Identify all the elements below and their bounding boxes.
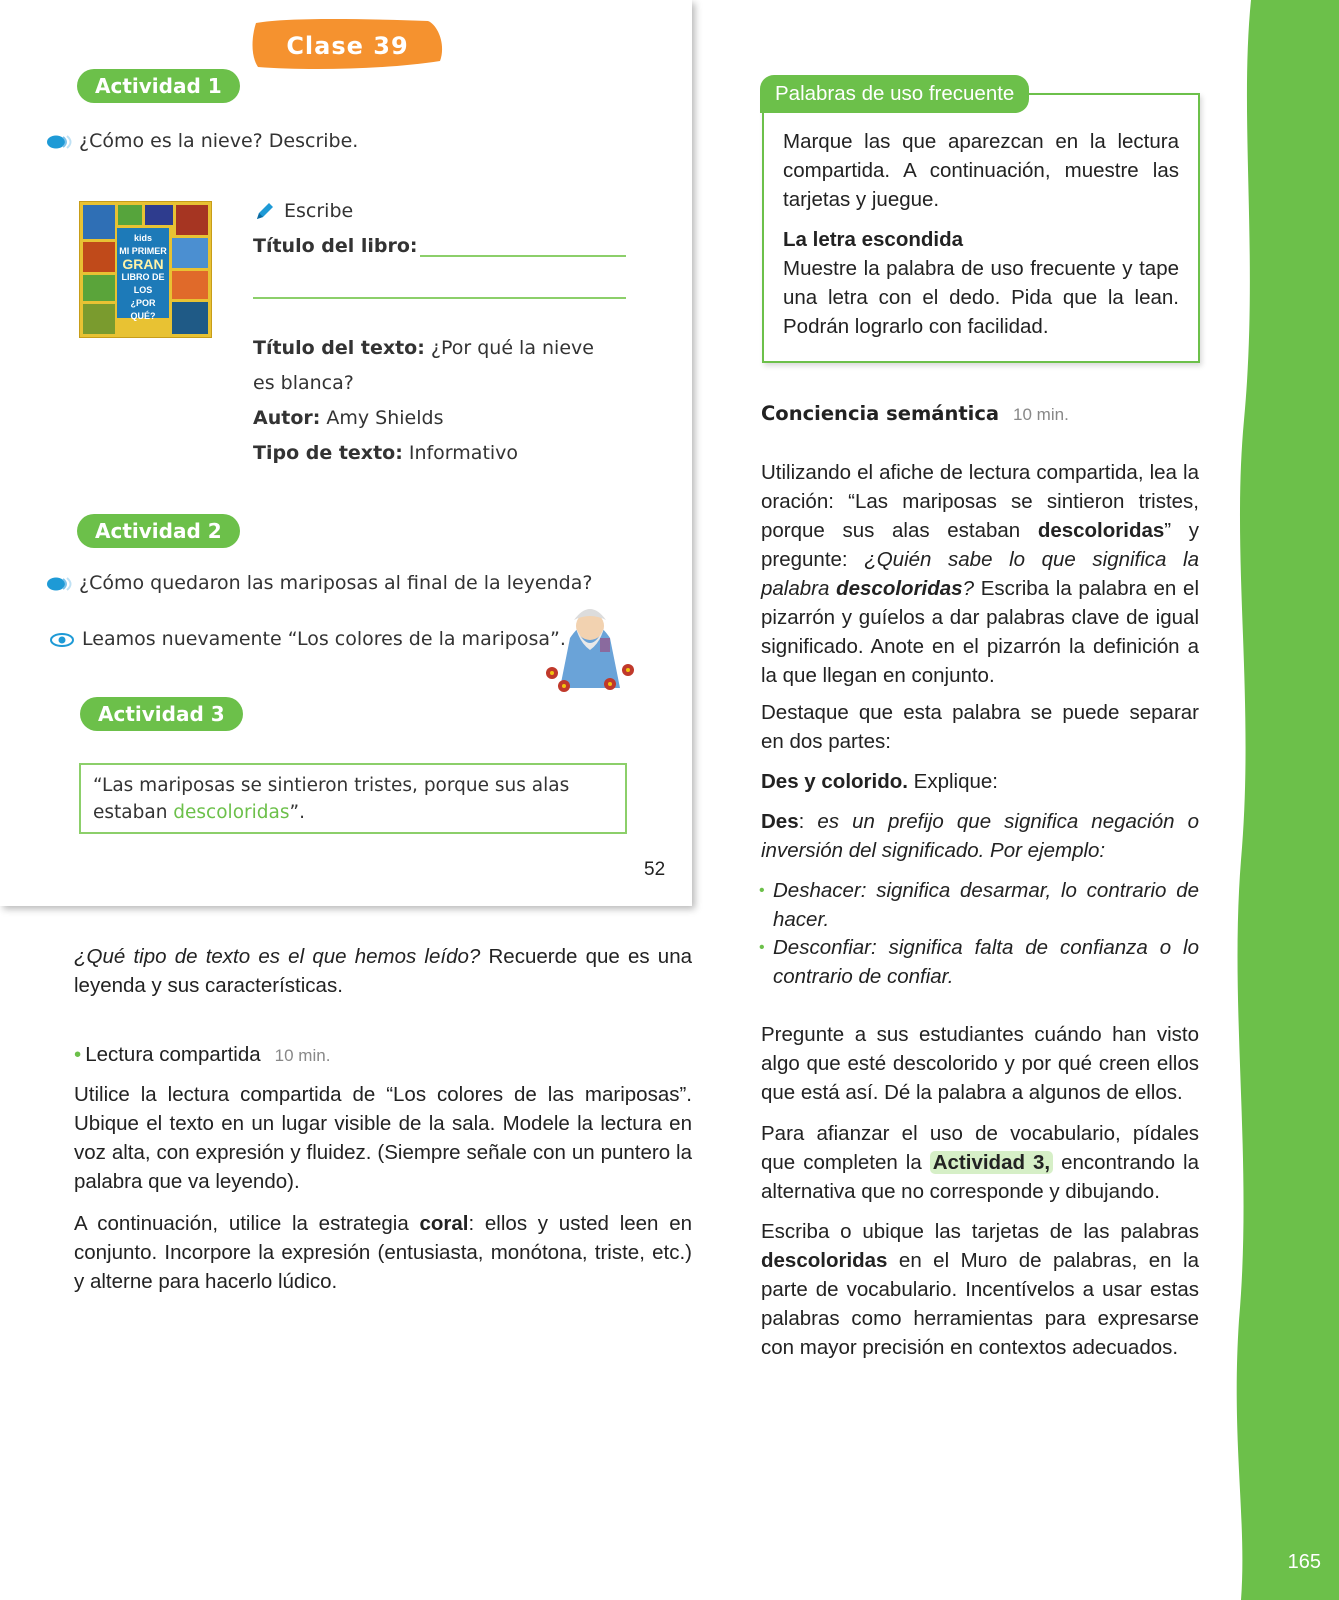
tipo-label: Tipo de texto: bbox=[253, 442, 403, 464]
bullet-icon: • bbox=[759, 939, 765, 956]
answer-line-1 bbox=[420, 255, 626, 257]
question-1 bbox=[47, 130, 358, 152]
p1-a: Utilizando el afiche de lectura compartida, lea la oración: “Las mariposas se sintieron tristes, porque sus alas estaban bbox=[761, 461, 1199, 542]
quote-line2-start: estaban bbox=[93, 802, 174, 823]
book-cover-title bbox=[117, 228, 169, 321]
cover-brand: kids bbox=[133, 233, 152, 243]
titulo-texto-label: Título del texto: bbox=[253, 337, 425, 359]
pencil-icon bbox=[254, 200, 276, 222]
escribe-text: Escribe bbox=[284, 200, 354, 222]
semantic-paragraph-1 bbox=[761, 458, 1199, 690]
section-title-text: Conciencia semántica bbox=[761, 402, 1000, 425]
p7-bold: descoloridas bbox=[761, 1249, 888, 1272]
semantic-paragraph-7 bbox=[761, 1217, 1199, 1362]
wizard-illustration bbox=[540, 598, 640, 698]
speech-bubble-icon bbox=[47, 133, 73, 149]
cover-line4: ¿POR QUÉ? bbox=[130, 298, 156, 321]
p4-bold: Des bbox=[761, 810, 799, 833]
freq-paragraph-2: Muestre la palabra de uso frecuente y tape una letra con el dedo. Pida que la lean. Podrán lograrlo con facilidad. bbox=[783, 257, 1179, 338]
lectura-paragraph-2 bbox=[74, 1209, 692, 1296]
semantic-paragraph-4 bbox=[761, 807, 1199, 865]
p3-rest-right: Explique: bbox=[907, 770, 998, 793]
autor-line bbox=[253, 407, 443, 429]
p3-end: : ellos y usted leen en conjunto. Incorpore la expresión (entusiasta, monótona, triste, etc.) y alterne para hacerlo lúdico. bbox=[74, 1212, 692, 1293]
actividad-3-badge: Actividad 3 bbox=[80, 697, 243, 731]
actividad-1-badge: Actividad 1 bbox=[77, 69, 240, 103]
titulo-texto-value2: es blanca? bbox=[253, 372, 354, 394]
p1-italic1: ¿Quién sabe lo que significa la palabra bbox=[761, 548, 1199, 600]
cover-line1: MI PRIMER bbox=[119, 246, 167, 256]
green-side-band bbox=[1229, 0, 1339, 1600]
quote-line1: “Las mariposas se sintieron tristes, porque sus alas bbox=[93, 775, 570, 796]
p1-bold: descoloridas bbox=[1037, 519, 1165, 542]
lectura-title: Lectura compartida bbox=[85, 1043, 261, 1066]
palabras-frecuentes-tab: Palabras de uso frecuente bbox=[760, 75, 1029, 113]
titulo-texto-line1 bbox=[253, 337, 594, 359]
p4-colon: : bbox=[798, 810, 818, 833]
quote-end: ”. bbox=[289, 802, 305, 823]
question-1-text: ¿Cómo es la nieve? Describe. bbox=[79, 130, 359, 152]
actividad-3-highlight: Actividad 3, bbox=[930, 1151, 1053, 1174]
question-2-text: ¿Cómo quedaron las mariposas al final de la leyenda? bbox=[79, 572, 593, 594]
tipo-value: Informativo bbox=[402, 442, 519, 464]
bullet-icon: • bbox=[74, 1043, 82, 1066]
section-min: 10 min. bbox=[1013, 405, 1069, 424]
intro-question: ¿Qué tipo de texto es el que hemos leído? bbox=[74, 945, 481, 968]
p1-b: ” y pregunte: bbox=[761, 519, 1199, 571]
p1-c: Escriba la palabra en el pizarrón y guíelos a dar palabras clave de igual significado. Anote en el pizarrón la definición a la que llegan en conjunto. bbox=[761, 577, 1199, 687]
quote-box bbox=[79, 763, 627, 834]
escribe-instruction bbox=[254, 200, 353, 222]
p1-italic2: ? bbox=[962, 577, 974, 600]
actividad-2-badge: Actividad 2 bbox=[77, 514, 240, 548]
book-page-number: 52 bbox=[644, 859, 666, 880]
lectura-paragraph-1: Utilice la lectura compartida de “Los colores de las mariposas”. Ubique el texto en un lugar visible de la sala. Modele la lectura en voz alta, con expresión y fluidez. (Siempre señale con un puntero la palabra que va leyendo). bbox=[74, 1083, 692, 1193]
p3-start: A continuación, utilice la estrategia bbox=[74, 1212, 420, 1235]
page-number: 165 bbox=[1287, 1551, 1321, 1573]
clase-label bbox=[250, 15, 445, 77]
freq-subtitle: La letra escondida bbox=[783, 228, 964, 251]
question-3-text: Leamos nuevamente “Los colores de la mariposa”. bbox=[82, 628, 566, 650]
titulo-texto-value1: ¿Por qué la nieve bbox=[424, 337, 594, 359]
cover-line3: LIBRO DE LOS bbox=[121, 272, 165, 295]
lectura-min: 10 min. bbox=[274, 1046, 331, 1065]
semantic-paragraph-2: Destaque que esta palabra se puede separar en dos partes: bbox=[761, 701, 1199, 753]
lectura-compartida-heading bbox=[74, 1040, 330, 1070]
quote-highlight: descoloridas bbox=[173, 802, 290, 823]
bullet-icon: • bbox=[759, 882, 765, 899]
answer-line-2 bbox=[253, 297, 626, 299]
p6-a: Para afianzar el uso de vocabulario, pídales que completen la bbox=[761, 1122, 1199, 1174]
bullet-deshacer bbox=[759, 876, 1199, 934]
eye-icon bbox=[50, 631, 76, 647]
conciencia-semantica-heading bbox=[761, 402, 1069, 425]
autor-value: Amy Shields bbox=[320, 407, 444, 429]
clase-title: Clase 39 bbox=[286, 32, 409, 60]
semantic-paragraph-6 bbox=[761, 1119, 1199, 1206]
p4-italic: es un prefijo que significa negación o inversión del significado. Por ejemplo: bbox=[761, 810, 1199, 862]
student-book-page bbox=[0, 0, 692, 906]
bullet1-text: Deshacer: significa desarmar, lo contrario de hacer. bbox=[773, 879, 1199, 931]
autor-label: Autor: bbox=[253, 407, 321, 429]
intro-paragraph bbox=[74, 942, 692, 1000]
p7-b: en el Muro de palabras, en la parte de vocabulario. Incentívelos a usar estas palabras como herramientas para expresarse con mayor precisión en contextos adecuados. bbox=[761, 1249, 1199, 1359]
p6-b: encontrando la alternativa que no corresponde y dibujando. bbox=[761, 1151, 1199, 1203]
freq-paragraph-1: Marque las que aparezcan en la lectura compartida. A continuación, muestre las tarjetas y juegue. bbox=[783, 130, 1179, 211]
question-3 bbox=[50, 628, 566, 650]
intro-rest: Recuerde que es una leyenda y sus características. bbox=[74, 945, 693, 997]
p7-a: Escriba o ubique las tarjetas de las palabras bbox=[761, 1220, 1199, 1243]
titulo-libro-label: Título del libro: bbox=[253, 235, 418, 257]
p3-bold-right: Des y colorido. bbox=[761, 770, 908, 793]
speech-bubble-icon bbox=[47, 575, 73, 591]
cover-line2: GRAN bbox=[122, 256, 164, 272]
semantic-paragraph-3 bbox=[761, 767, 1199, 796]
book-cover-image bbox=[79, 201, 212, 338]
bullet2-text: Desconfiar: significa falta de confianza o lo contrario de confiar. bbox=[773, 936, 1199, 988]
p1-italic-bold: descoloridas bbox=[836, 577, 963, 600]
bullet-desconfiar bbox=[759, 933, 1199, 991]
p3-bold: coral bbox=[419, 1212, 469, 1235]
semantic-paragraph-5: Pregunte a sus estudiantes cuándo han visto algo que esté descolorido y por qué creen ellos que está así. Dé la palabra a algunos de ellos. bbox=[761, 1023, 1199, 1104]
tipo-line bbox=[253, 442, 518, 464]
question-2 bbox=[47, 572, 592, 594]
